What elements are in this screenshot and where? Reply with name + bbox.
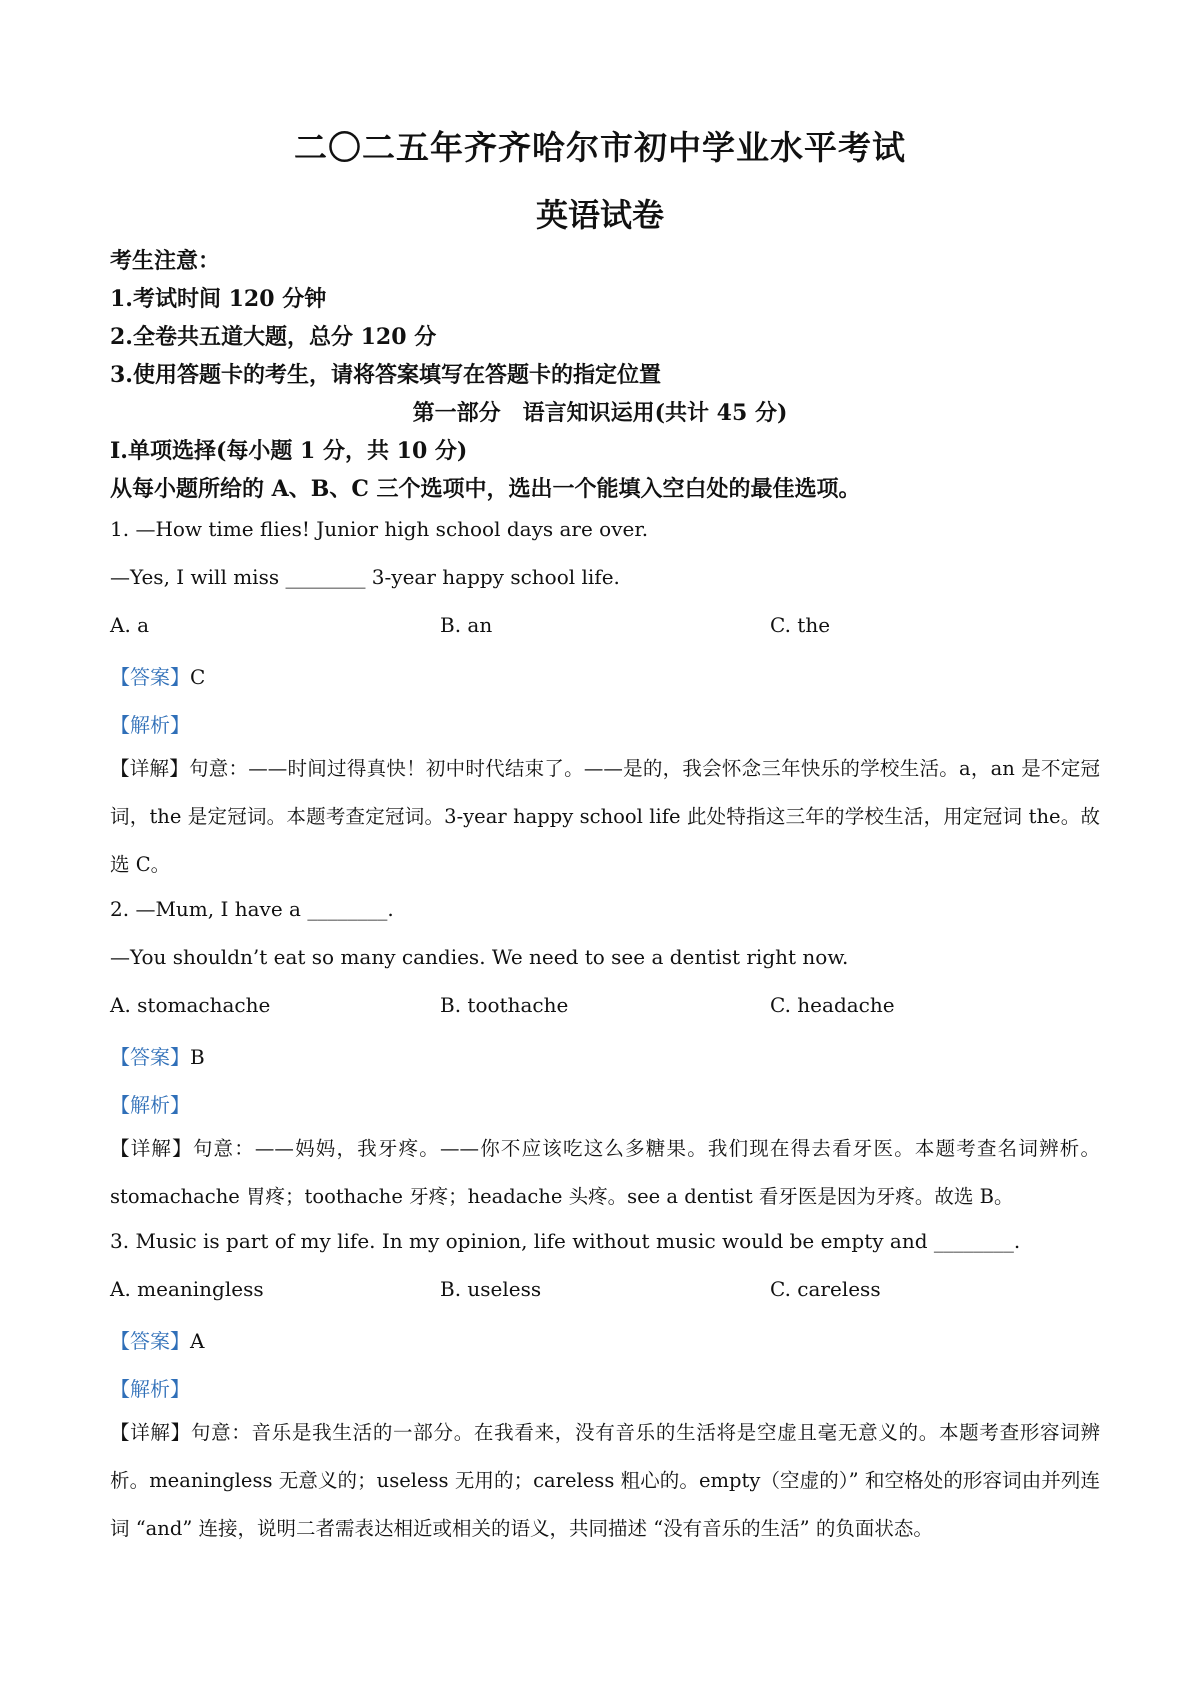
exam-subtitle: 英语试卷 <box>535 196 664 234</box>
option-a: A. stomachache <box>110 993 271 1017</box>
answer-value: C <box>190 665 206 689</box>
answer-line <box>110 661 205 690</box>
option-b: B. an <box>440 613 493 637</box>
answer-value: B <box>190 1045 205 1069</box>
notice-item: 2.全卷共五道大题，总分 120 分 <box>110 324 437 350</box>
detail-text: 句意：音乐是我生活的一部分。在我看来，没有音乐的生活将是空虚且毫无意义的。本题考查形容词辨析。meaningless 无意义的；useless 无用的；careless 粗心的。empty（空虚的）” 和空格处的形容词由并列连词 “and” 连接，说明二者需表达相近或相关的语义，共同描述 “没有音乐的生活” 的负面状态。 <box>110 1421 1100 1540</box>
answer-label: 【答案】 <box>110 665 190 689</box>
answer-label: 【答案】 <box>110 1329 190 1353</box>
section-instruction: 从每小题所给的 A、B、C 三个选项中，选出一个能填入空白处的最佳选项。 <box>110 476 861 502</box>
option-c: C. the <box>770 613 831 637</box>
detail-label: 【详解】 <box>110 757 190 780</box>
option-a: A. a <box>110 613 150 637</box>
answer-label: 【答案】 <box>110 1045 190 1069</box>
question-3-stem: 3. Music is part of my life. In my opinion, life without music would be empty and ________. <box>110 1229 1021 1253</box>
option-c: C. careless <box>770 1277 881 1301</box>
detail-label: 【详解】 <box>110 1137 193 1160</box>
detail-text: 句意：——妈妈，我牙疼。——你不应该吃这么多糖果。我们现在得去看牙医。本题考查名词辨析。stomachache 胃疼；toothache 牙疼；headache 头疼。see a dentist 看牙医是因为牙疼。故选 B。 <box>110 1137 1100 1208</box>
exam-title: 二〇二五年齐齐哈尔市初中学业水平考试 <box>294 128 906 167</box>
notice-heading: 考生注意： <box>110 248 221 274</box>
option-b: B. toothache <box>440 993 569 1017</box>
analysis-label: 【解析】 <box>110 713 190 737</box>
analysis-label: 【解析】 <box>110 1377 190 1401</box>
question-1-response: —Yes, I will miss ________ 3-year happy school life. <box>110 565 620 589</box>
notice-item: 3.使用答题卡的考生，请将答案填写在答题卡的指定位置 <box>110 362 661 388</box>
part-title: 第一部分 语言知识运用(共计 45 分) <box>412 400 788 426</box>
detail-paragraph <box>110 1125 1100 1221</box>
answer-value: A <box>190 1329 205 1353</box>
section-title: I.单项选择(每小题 1 分，共 10 分) <box>110 438 468 464</box>
detail-paragraph <box>110 745 1100 889</box>
detail-text: 句意：——时间过得真快！初中时代结束了。——是的，我会怀念三年快乐的学校生活。a，an 是不定冠词，the 是定冠词。本题考查定冠词。3-year happy school life 此处特指这三年的学校生活，用定冠词 the。故选 C。 <box>110 757 1100 876</box>
answer-line <box>110 1325 204 1354</box>
analysis-label: 【解析】 <box>110 1093 190 1117</box>
question-1-stem: 1. —How time flies! Junior high school days are over. <box>110 517 649 541</box>
answer-line <box>110 1041 205 1070</box>
option-a: A. meaningless <box>110 1277 264 1301</box>
detail-label: 【详解】 <box>110 1421 191 1444</box>
option-b: B. useless <box>440 1277 542 1301</box>
question-2-stem: 2. —Mum, I have a ________. <box>110 897 394 921</box>
detail-paragraph <box>110 1409 1100 1553</box>
option-c: C. headache <box>770 993 895 1017</box>
notice-item: 1.考试时间 120 分钟 <box>110 286 327 312</box>
question-2-response: —You shouldn’t eat so many candies. We need to see a dentist right now. <box>110 945 849 969</box>
